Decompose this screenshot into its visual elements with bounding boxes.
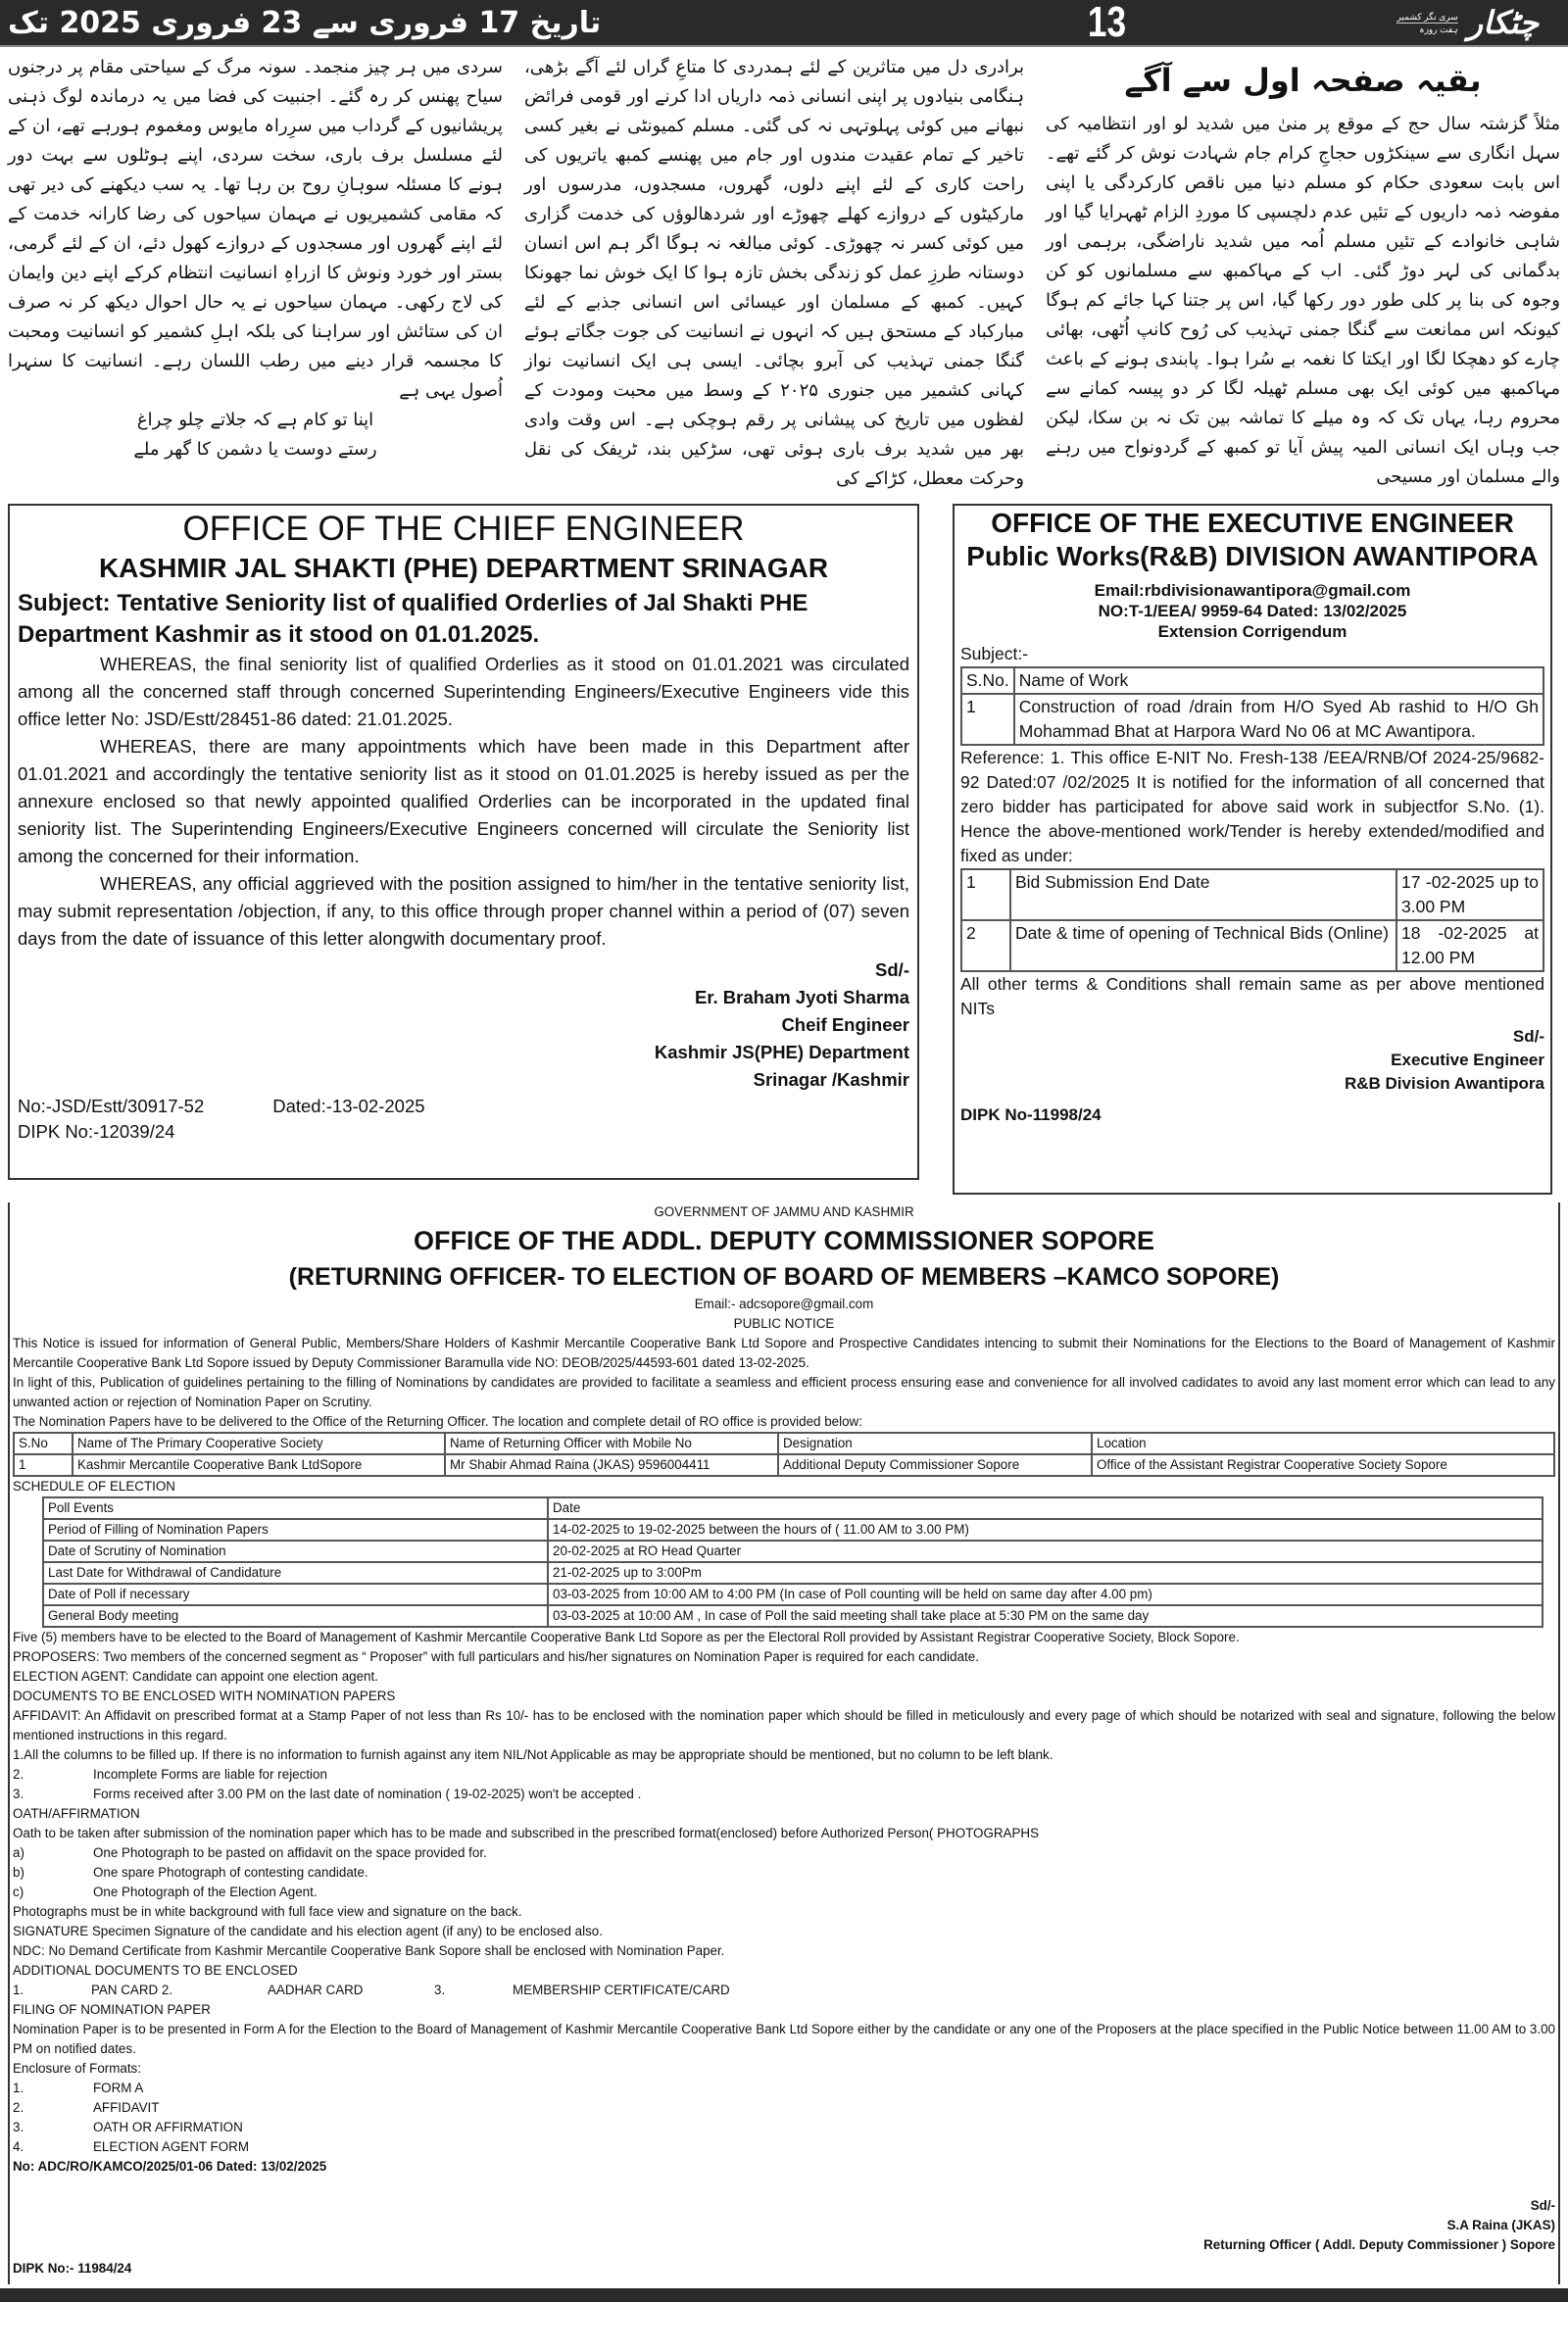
section-heading: DOCUMENTS TO BE ENCLOSED WITH NOMINATION PAPERS xyxy=(13,1689,396,1703)
paragraph: WHEREAS, there are many appointments which have been made in this Department after 01.01.2021 and accordingly the tentative seniority list as it stood on 01.01.2025 is hereby issued as per the annexure enclosed so that newly appointed qualified Orderlies can be incorporated in the updated final seniority list. The Superintending Engineers/Executive Engineers concerned will circulate the Seniority list among the concerned for their information. xyxy=(18,736,909,866)
urdu-column-middle xyxy=(524,53,1024,494)
government-line: GOVERNMENT OF JAMMU AND KASHMIR xyxy=(654,1204,914,1219)
dipk-number: DIPK No:-12039/24 xyxy=(18,1121,175,1142)
newspaper-logo: چٹکار سری نگر کشمیر ہفت روزہ xyxy=(1396,4,1539,41)
list-item: 3. Forms received after 3.00 PM on the last date of nomination ( 19-02-2025) won't be accepted . xyxy=(13,1787,642,1801)
section-heading: Enclosure of Formats: xyxy=(13,2061,141,2076)
paragraph: Oath to be taken after submission of the nomination paper which has to be made and subscribed in the prescribed format(enclosed) before Authorized Person( PHOTOGRAPHS xyxy=(13,1826,1040,1840)
election-schedule-table: Poll Events Date Period of Filling of Nomination Papers 14-02-2025 to 19-02-2025 between the hours of ( 11.00 AM to 3.00 PM) Date of Scrutiny of Nomination 20-02-2025 at RO Head Quarter Last Date for Withdrawal of Candidature 21-02-2025 up to 3:00Pm Date of Poll if necessary 03-03-2025 from 10:00 AM to 4:00 PM (In case of Poll counting will be held on same day after 4.00 pm) General Body meeting 03-03-2025 at 10:00 AM , In case of Poll the said meeting shall take place at 5:30 PM on the same day xyxy=(42,1496,1544,1628)
department-name: KASHMIR JAL SHAKTI (PHE) DEPARTMENT SRINAGAR xyxy=(98,553,829,583)
chief-engineer-notice xyxy=(8,504,919,1180)
page-number: 13 xyxy=(1087,0,1126,46)
subject-label: Subject:- xyxy=(960,644,1029,663)
list-item: 3. OATH OR AFFIRMATION xyxy=(13,2120,243,2134)
paragraph: Five (5) members have to be elected to the Board of Management of Kashmir Mercantile Cooperative Bank Ltd Sopore as per the Electoral Roll provided by Assistant Registrar Cooperative Society, Block Sopore. xyxy=(13,1630,1240,1644)
list-item: 2. AFFIDAVIT xyxy=(13,2100,160,2115)
signature-block: Sd/- Executive Engineer R&B Division Awantipora xyxy=(1344,1027,1544,1093)
email: Email:rbdivisionawantipora@gmail.com xyxy=(1094,581,1411,600)
dates-table: 1 Bid Submission End Date 17 -02-2025 up to 3.00 PM 2 Date & time of opening of Technical Bids (Online) 18 -02-2025 at 12.00 PM xyxy=(960,868,1544,972)
list-item: c) One Photograph of the Election Agent. xyxy=(13,1885,318,1899)
article-text: مثلاً گزشتہ سال حج کے موقع پر منیٰ میں شدید لو اور انتظامیہ کی سہل انگاری سے سینکڑوں حجاجِ کرام جام شہادت نوش کر گئے تھے۔ اس بابت سعودی حکام کو مسلم دنیا میں ناقص کارکردگی یا اپنی مفوضہ ذمہ داریوں کے تئیں عدم دلچسپی کا موردِ الزام ٹھہرایا گیا اور شاہی خانوادے کے تئیں مسلم اُمہ میں شدید ناراضگی، برہمی اور بدگمانی کی لہر دوڑ گئی۔ اب کے مہاکمبھ سے مسلمانوں کو کن وجوہ کی بنا پر کلی طور دور رکھا گیا، اس پر جتنا کہا جائے کم ہوگا کیونکہ اس ممانعت سے گنگا جمنی تہذیب کی رُوح کانپ اُٹھی، بھائی چارے کو دھچکا لگا اور ایکتا کا نغمہ بے سُرا ہوا۔ پابندی ہونے کے باعث مہاکمبھ میں کوئی ایک بھی مسلم ٹھیلہ لگا کر دو پیسہ کمانے سے محروم رہا، یہاں تک کہ وہ میلے کا تماشہ بین تک نہ بن سکا، لیکن جب وہاں ایک انسانی المیہ پیش آیا تو کمبھ کے گردونواح میں رہنے والے مسلمان اور مسیحی xyxy=(1046,114,1560,487)
article-text: سردی میں ہر چیز منجمد۔ سونہ مرگ کے سیاحتی مقام پر درجنوں سیاح پھنس کر رہ گئے۔ اجنبیت کی فضا میں یہ درماندہ لوگ ذہنی پریشانیوں کے گرداب میں سرِراہ مایوس ومغموم ہورہے تھے، ان کے لئے مسلسل برف باری، سخت سردی، اپنے ہوٹلوں سے بہت دور ہونے کا مسئلہ سوہانِ روح بن رہا تھا۔ یہ سب دیکھنے کی دیر تھی کہ مقامی کشمیریوں نے مہمان سیاحوں کی رضا کارانہ خدمت کے لئے اپنے گھروں اور مسجدوں کے دروازے کھول دئے، ان کے لئے گرمی، بستر اور خورد ونوش کا ازراہِ انسانیت انتظام کرکے اپنے دین وایمان کی لاج رکھی۔ مہمان سیاحوں نے یہ حال احوال دیکھ کر نہ صرف ان کی ستائش اور سراہنا کی بلکہ اہلِ کشمیر کو انسانیت ومحبت کا مجسمہ قرار دینے میں رطب اللسان رہے۔ انسانیت کا سنہرا اُصول یہی ہے xyxy=(8,57,503,401)
signature-block: Sd/- Er. Braham Jyoti Sharma Cheif Engineer Kashmir JS(PHE) Department Srinagar /Kashmir xyxy=(654,959,909,1090)
paragraph: SIGNATURE Specimen Signature of the candidate and his election agent (if any) to be enclosed also. xyxy=(13,1924,603,1938)
continued-heading: بقیہ صفحہ اول سے آگے xyxy=(1124,62,1482,99)
couplet-line: رستے دوست یا دشمن کا گھر ملے xyxy=(133,439,377,460)
paragraph: This Notice is issued for information of General Public, Members/Share Holders of Kashmir Mercantile Cooperative Bank Ltd Sopore and Prospective Candidates intencing to submit their Nominations for the Elections to the Board of Management of Kashmir Mercantile Cooperative Bank Ltd Sopore issued by Deputy Commissioner Baramulla vide NO: DEOB/2025/44593-601 dated 13-02-2025. xyxy=(13,1336,1555,1370)
section-heading: ADDITIONAL DOCUMENTS TO BE ENCLOSED xyxy=(13,1963,298,1978)
urdu-column-left xyxy=(8,53,503,494)
notice-title: OFFICE OF THE ADDL. DEPUTY COMMISSIONER SOPORE xyxy=(413,1226,1155,1255)
masthead-bar xyxy=(0,0,1568,47)
dipk-number: DIPK No-11998/24 xyxy=(960,1105,1102,1124)
paragraph: AFFIDAVIT: An Affidavit on prescribed format at a Stamp Paper of not less than Rs 10/- has to be enclosed with the nomination paper which should be filled in meticulously and every page of which should be notarized with seal and signature, following the below mentioned instructions in this regard. xyxy=(13,1708,1555,1742)
signature-block: Sd/- S.A Raina (JKAS) Returning Officer ( Addl. Deputy Commissioner ) Sopore xyxy=(1203,2198,1555,2252)
urdu-columns xyxy=(0,47,1568,494)
issue-date: تاریخ 17 فروری سے 23 فروری 2025 تک xyxy=(8,5,602,40)
list-item: a) One Photograph to be pasted on affidavit on the space provided for. xyxy=(13,1845,487,1860)
article-text: برادری دل میں متاثرین کے لئے ہمدردی کا متاعِ گراں لئے آگے بڑھی، ہنگامی بنیادوں پر اپنی انسانی ذمہ داریاں ادا کرنے اور قومی فرائض نبھانے میں کوئی پہلوتہی نہ کی گئی۔ مسلم کمیونٹی نے بغیر کسی تاخیر کے تمام عقیدت مندوں اور جام میں پھنسے کمبھ یاتریوں کی راحت کاری کے لئے اپنے دلوں، گھروں، مسجدوں، مدرسوں اور مارکیٹوں کے دروازے کھلے چھوڑے اور شردھالوؤں کی خدمت گزاری میں کوئی کسر نہ چھوڑی۔ کوئی مبالغہ نہ ہوگا اگر ہم اس انسان دوستانہ طرزِ عمل کو زندگی بخش تازہ ہوا کا ایک خوش نما جھونکا کہیں۔ کمبھ کے مسلمان اور عیسائی اس انسانی جذبے کے لئے مبارکباد کے مستحق ہیں کہ انہوں نے انسانیت کی جوت جگاتے ہوئے گنگا جمنی تہذیب کی آبرو بچائی۔ ایسی ہی ایک انسانیت نواز کہانی کشمیر میں جنوری ۲۰۲۵ کے وسط میں محبت ومودت کے لفظوں میں تاریخ کی پیشانی پر رقم ہوچکی ہے۔ اس وقت وادی بھر میں شدید برف باری ہوئی تھی، سڑکیں بند، ٹریفک کی نقل وحرکت معطل، کڑاکے کی xyxy=(524,57,1024,489)
adc-sopore-notice xyxy=(8,1202,1560,2284)
returning-officer-table: S.No Name of The Primary Cooperative Society Name of Returning Officer with Mobile No Designation Location 1 Kashmir Mercantile Cooperative Bank LtdSopore Mr Shabir Ahmad Raina (JKAS) 9596004411 Additional Deputy Commissioner Sopore Office of the Assistant Registrar Cooperative Society Sopore xyxy=(13,1432,1555,1477)
footer-bar xyxy=(0,2288,1568,2302)
paragraph: ELECTION AGENT: Candidate can appoint one election agent. xyxy=(13,1669,378,1684)
dipk-number: DIPK No:- 11984/24 xyxy=(13,2261,132,2276)
list-item: b) One spare Photograph of contesting candidate. xyxy=(13,1865,368,1880)
email: Email:- adcsopore@gmail.com xyxy=(694,1297,874,1311)
paragraph: WHEREAS, the final seniority list of qualified Orderlies as it stood on 01.01.2021 was circulated among all the concerned staff through concerned Superintending Engineers/Executive Engineers vide this office letter No: JSD/Estt/28451-86 dated: 21.01.2025. xyxy=(18,654,909,729)
notice-title: OFFICE OF THE CHIEF ENGINEER xyxy=(182,510,745,548)
notice-subtitle: (RETURNING OFFICER- TO ELECTION OF BOARD OF MEMBERS –KAMCO SOPORE) xyxy=(288,1263,1280,1291)
schedule-label: SCHEDULE OF ELECTION xyxy=(13,1479,175,1494)
paragraph: 1.All the columns to be filled up. If there is no information to furnish against any item NIL/Not Applicable as may be appropriate should be mentioned, but no column to be left blank. xyxy=(13,1747,1054,1762)
paragraph: Photographs must be in white background with full face view and signature on the back. xyxy=(13,1904,522,1919)
couplet-line: اپنا تو کام ہے کہ جلاتے چلو چراغ xyxy=(136,410,374,430)
paragraph: Nomination Paper is to be presented in Form A for the Election to the Board of Management of Kashmir Mercantile Cooperative Bank Ltd Sopore either by the candidate or any one of the Proposers at the place specified in the Public Notice between 11.00 AM to 3.00 PM on notified dates. xyxy=(13,2022,1555,2056)
paragraph: WHEREAS, any official aggrieved with the position assigned to him/her in the tentative seniority list, may submit representation /objection, if any, to this office through proper channel within a period of (07) seven days from the date of issuance of this letter alongwith documentary proof. xyxy=(18,873,909,949)
notice-type: Extension Corrigendum xyxy=(1157,622,1348,641)
notice-subject: Subject: Tentative Seniority list of qualified Orderlies of Jal Shakti PHE Department Kashmir as it stood on 01.01.2025. xyxy=(18,590,808,648)
paragraph: PROPOSERS: Two members of the concerned segment as “ Proposer” with full particulars and his/her signatures on Nomination Paper is required for each candidate. xyxy=(13,1649,979,1664)
list-item: 2. Incomplete Forms are liable for rejection xyxy=(13,1767,327,1782)
public-notice-label: PUBLIC NOTICE xyxy=(733,1316,835,1331)
reference-line: No:-JSD/Estt/30917-52 Dated:-13-02-2025 xyxy=(18,1096,425,1116)
work-table: S.No. Name of Work 1 Construction of road /drain from H/O Syed Ab rashid to H/O Gh Mohammad Bhat at Harpora Ward No 06 at MC Awantipora. xyxy=(960,666,1544,746)
additional-documents-line: 1. PAN CARD 2. AADHAR CARD 3. MEMBERSHIP CERTIFICATE/CARD xyxy=(13,1983,730,1997)
list-item: 1. FORM A xyxy=(13,2081,144,2095)
executive-engineer-notice xyxy=(953,504,1552,1195)
paragraph: In light of this, Publication of guidelines pertaining to the filling of Nominations by candidates are provided to facilitate a seamless and efficient process ensuring ease and convenience for all involved cadidates to avoid any last moment error which can lead to any unwanted action or rejection of Nomination Paper on Scrutiny. xyxy=(13,1375,1555,1409)
reference-text: Reference: 1. This office E-NIT No. Fresh-138 /EEA/RNB/Of 2024-25/9682-92 Dated:07 /02/2025 It is notified for the information of all concerned that zero bidder has participated for above said work in subjectfor S.No. (1). Hence the above-mentioned work/Tender is hereby extended/modified and fixed as under: xyxy=(960,748,1544,865)
terms-text: All other terms & Conditions shall remain same as per above mentioned NITs xyxy=(960,974,1544,1018)
urdu-column-right xyxy=(1046,53,1560,494)
section-heading: FILING OF NOMINATION PAPER xyxy=(13,2002,211,2017)
paragraph: NDC: No Demand Certificate from Kashmir Mercantile Cooperative Bank Sopore shall be enclosed with Nomination Paper. xyxy=(13,1943,725,1958)
section-heading: OATH/AFFIRMATION xyxy=(13,1806,140,1821)
notice-number: NO:T-1/EEA/ 9959-64 Dated: 13/02/2025 xyxy=(1098,602,1407,620)
list-item: 4. ELECTION AGENT FORM xyxy=(13,2139,249,2154)
notice-title: OFFICE OF THE EXECUTIVE ENGINEER xyxy=(991,508,1514,538)
paragraph: The Nomination Papers have to be delivered to the Office of the Returning Officer. The location and complete detail of RO office is provided below: xyxy=(13,1414,862,1429)
notices-row xyxy=(0,494,1568,1195)
division-name: Public Works(R&B) DIVISION AWANTIPORA xyxy=(966,541,1539,571)
reference-number: No: ADC/RO/KAMCO/2025/01-06 Dated: 13/02/2025 xyxy=(13,2159,327,2174)
